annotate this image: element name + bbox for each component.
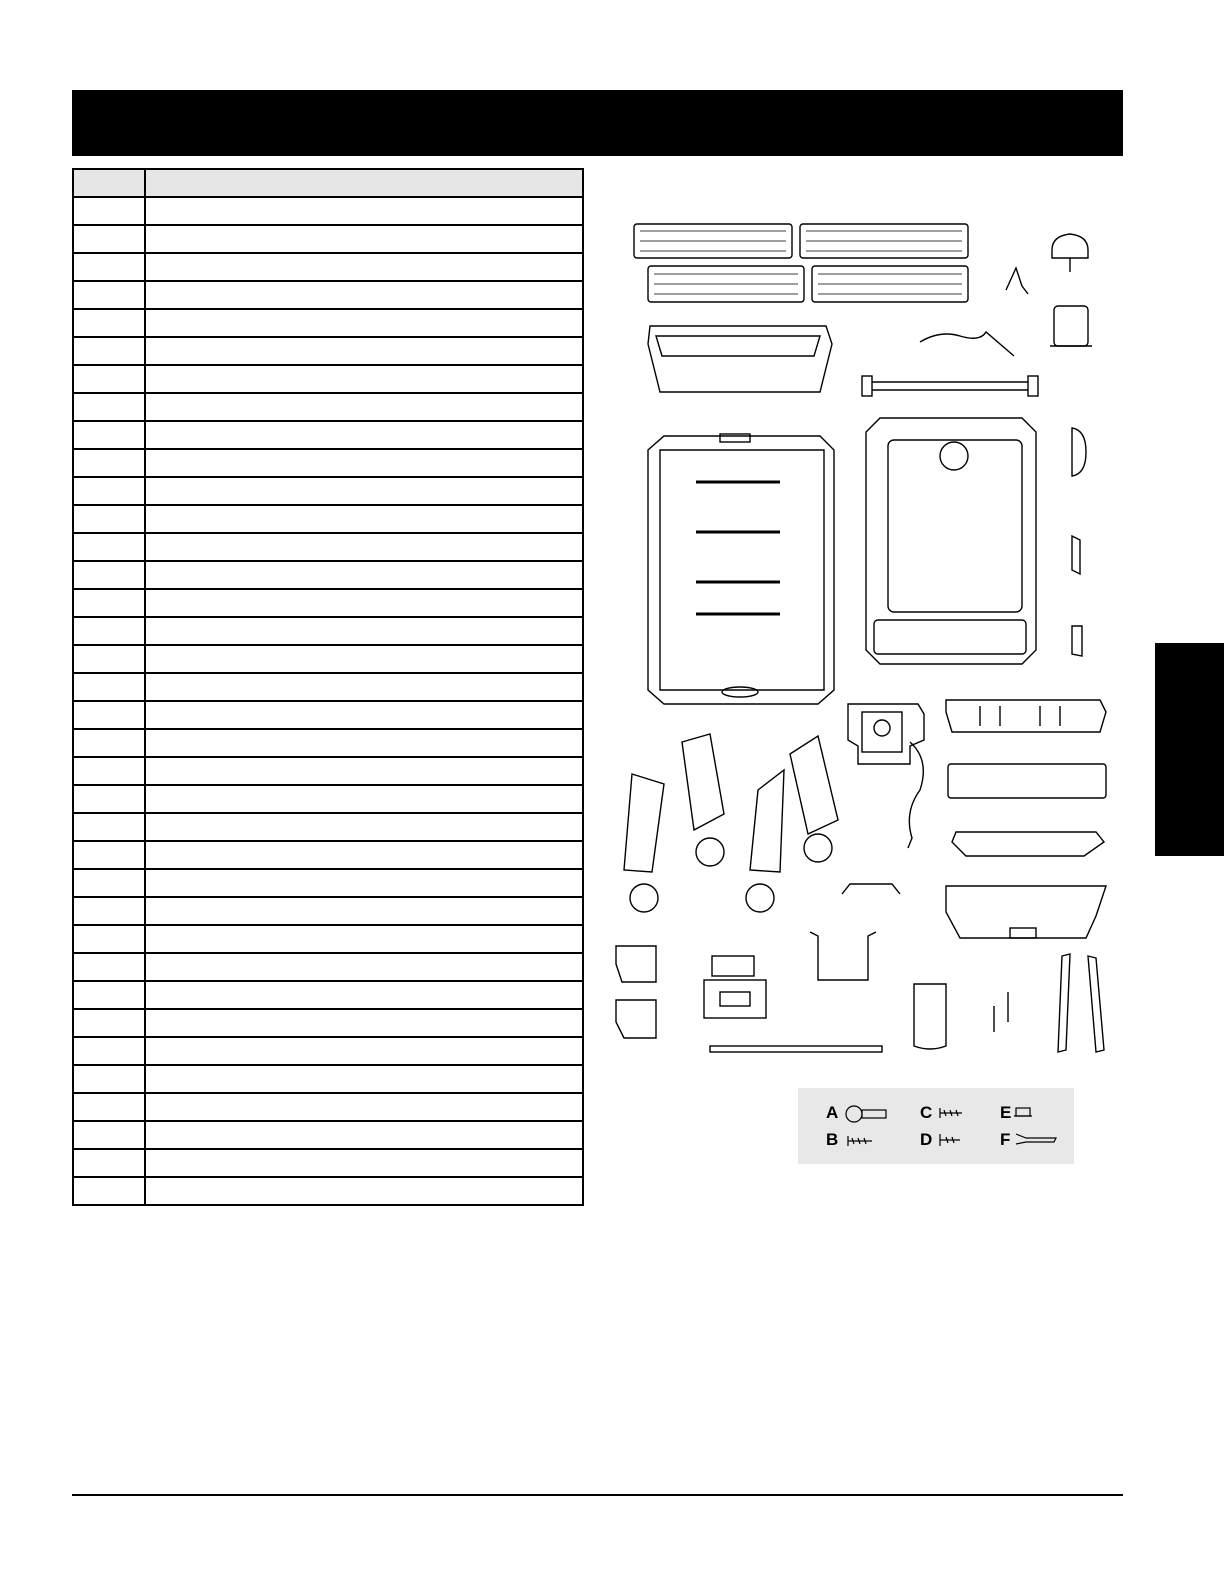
- cooking-grid-icon: [634, 224, 968, 302]
- part-description-cell: [145, 1065, 583, 1093]
- part-number-cell: [73, 449, 145, 477]
- part-description-cell: [145, 1093, 583, 1121]
- part-description-cell: [145, 645, 583, 673]
- washer-icon: [1014, 1108, 1032, 1116]
- table-row: [73, 1149, 583, 1177]
- table-row: [73, 281, 583, 309]
- table-row: [73, 225, 583, 253]
- part-number-cell: [73, 309, 145, 337]
- handle-icon: [862, 376, 1038, 396]
- header-cell-number: [73, 169, 145, 197]
- part-description-cell: [145, 449, 583, 477]
- cabinet-icon: [648, 434, 834, 704]
- table-row: [73, 925, 583, 953]
- handle-icon: [1072, 428, 1086, 656]
- part-description-cell: [145, 1037, 583, 1065]
- table-row: [73, 477, 583, 505]
- header-banner: [72, 90, 1123, 156]
- part-number-cell: [73, 253, 145, 281]
- table-row: [73, 337, 583, 365]
- hardware-label-b: B: [826, 1130, 839, 1149]
- bracket-icon: [810, 884, 900, 980]
- part-number-cell: [73, 645, 145, 673]
- part-number-cell: [73, 197, 145, 225]
- part-number-cell: [73, 1065, 145, 1093]
- table-row: [73, 617, 583, 645]
- part-number-cell: [73, 897, 145, 925]
- bracket-icon: [1006, 268, 1028, 294]
- part-number-cell: [73, 813, 145, 841]
- parts-illustration: [604, 206, 1124, 1076]
- part-number-cell: [73, 701, 145, 729]
- table-row: [73, 869, 583, 897]
- table-row: [73, 673, 583, 701]
- part-description-cell: [145, 505, 583, 533]
- table-row: [73, 729, 583, 757]
- table-row: [73, 897, 583, 925]
- part-description-cell: [145, 897, 583, 925]
- table-row: [73, 1093, 583, 1121]
- table-row: [73, 1009, 583, 1037]
- table-row: [73, 533, 583, 561]
- table-row: [73, 701, 583, 729]
- part-description-cell: [145, 1009, 583, 1037]
- part-description-cell: [145, 477, 583, 505]
- part-number-cell: [73, 393, 145, 421]
- part-number-cell: [73, 589, 145, 617]
- part-number-cell: [73, 617, 145, 645]
- part-description-cell: [145, 281, 583, 309]
- part-number-cell: [73, 281, 145, 309]
- part-description-cell: [145, 197, 583, 225]
- table-row: [73, 953, 583, 981]
- part-description-cell: [145, 337, 583, 365]
- table-row: [73, 197, 583, 225]
- screw-icon: [940, 1134, 960, 1146]
- hardware-label-e: E: [1000, 1103, 1012, 1122]
- part-description-cell: [145, 309, 583, 337]
- part-description-cell: [145, 365, 583, 393]
- part-number-cell: [73, 421, 145, 449]
- hardware-legend: [798, 1088, 1074, 1164]
- part-number-cell: [73, 1037, 145, 1065]
- hardware-label-a: A: [826, 1103, 839, 1122]
- part-description-cell: [145, 869, 583, 897]
- table-row: [73, 1065, 583, 1093]
- header-cell-description: [145, 169, 583, 197]
- part-description-cell: [145, 617, 583, 645]
- table-row: [73, 505, 583, 533]
- part-number-cell: [73, 869, 145, 897]
- part-description-cell: [145, 925, 583, 953]
- part-description-cell: [145, 225, 583, 253]
- part-number-cell: [73, 757, 145, 785]
- part-number-cell: [73, 225, 145, 253]
- hopper-icon: [946, 700, 1106, 938]
- part-description-cell: [145, 1149, 583, 1177]
- table-row: [73, 981, 583, 1009]
- part-number-cell: [73, 673, 145, 701]
- part-number-cell: [73, 785, 145, 813]
- bracket-icon: [994, 954, 1104, 1052]
- hardware-label-d: D: [920, 1130, 933, 1149]
- table-row: [73, 309, 583, 337]
- thermometer-icon: [1052, 234, 1088, 272]
- table-row: [73, 1177, 583, 1205]
- table-row: [73, 589, 583, 617]
- part-number-cell: [73, 1009, 145, 1037]
- door-icon: [866, 418, 1036, 664]
- part-description-cell: [145, 953, 583, 981]
- screw-icon: [848, 1136, 872, 1146]
- bracket-icon: [616, 946, 656, 1038]
- section-tab: [1155, 643, 1224, 856]
- part-description-cell: [145, 1177, 583, 1205]
- part-description-cell: [145, 785, 583, 813]
- part-number-cell: [73, 981, 145, 1009]
- screw-icon: [940, 1108, 962, 1118]
- parts-table-body: [73, 197, 583, 1205]
- table-row: [73, 757, 583, 785]
- part-description-cell: [145, 981, 583, 1009]
- part-description-cell: [145, 393, 583, 421]
- hardware-label-c: C: [920, 1103, 933, 1122]
- part-number-cell: [73, 841, 145, 869]
- bolt-icon: [846, 1106, 886, 1122]
- part-number-cell: [73, 365, 145, 393]
- part-description-cell: [145, 589, 583, 617]
- table-row: [73, 1121, 583, 1149]
- footer-rule: [72, 1494, 1123, 1496]
- part-number-cell: [73, 533, 145, 561]
- part-description-cell: [145, 813, 583, 841]
- part-description-cell: [145, 729, 583, 757]
- part-description-cell: [145, 701, 583, 729]
- water-bowl-icon: [914, 984, 946, 1049]
- part-number-cell: [73, 561, 145, 589]
- part-number-cell: [73, 1093, 145, 1121]
- table-row: [73, 393, 583, 421]
- controller-icon: [848, 704, 924, 848]
- table-header-row: [73, 169, 583, 197]
- part-number-cell: [73, 505, 145, 533]
- table-row: [73, 841, 583, 869]
- part-description-cell: [145, 533, 583, 561]
- part-description-cell: [145, 841, 583, 869]
- wrench-icon: [1016, 1134, 1056, 1144]
- hardware-label-f: F: [1000, 1130, 1011, 1149]
- table-row: [73, 561, 583, 589]
- part-description-cell: [145, 757, 583, 785]
- table-row: [73, 785, 583, 813]
- bracket-icon: [710, 1046, 882, 1052]
- part-description-cell: [145, 421, 583, 449]
- table-row: [73, 1037, 583, 1065]
- part-number-cell: [73, 925, 145, 953]
- table-row: [73, 253, 583, 281]
- part-description-cell: [145, 1121, 583, 1149]
- part-number-cell: [73, 729, 145, 757]
- part-number-cell: [73, 1121, 145, 1149]
- part-number-cell: [73, 1177, 145, 1205]
- part-number-cell: [73, 1149, 145, 1177]
- table-row: [73, 449, 583, 477]
- temperature-probe-icon: [920, 332, 1014, 356]
- part-number-cell: [73, 337, 145, 365]
- part-number-cell: [73, 953, 145, 981]
- table-row: [73, 365, 583, 393]
- table-row: [73, 421, 583, 449]
- table-row: [73, 813, 583, 841]
- part-description-cell: [145, 253, 583, 281]
- leg-with-caster-icon: [624, 734, 838, 912]
- drip-tray-icon: [648, 326, 832, 392]
- hopper-icon: [704, 956, 766, 1018]
- part-number-cell: [73, 477, 145, 505]
- parts-list-table: [72, 168, 584, 1206]
- water-bowl-icon: [1050, 306, 1092, 346]
- part-description-cell: [145, 561, 583, 589]
- part-description-cell: [145, 673, 583, 701]
- table-row: [73, 645, 583, 673]
